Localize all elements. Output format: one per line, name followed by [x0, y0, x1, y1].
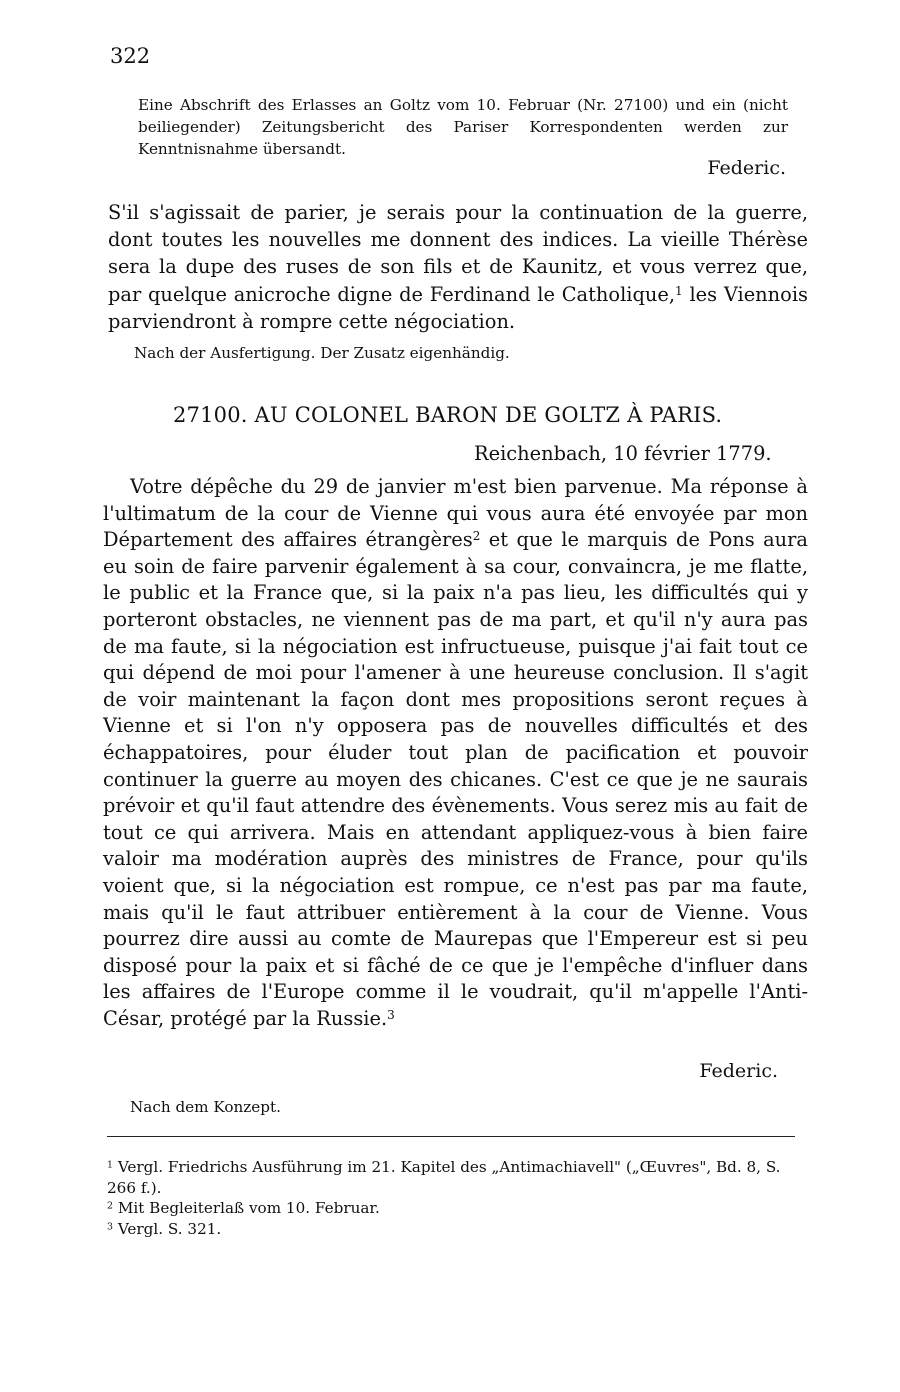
footnote-number: 2 [107, 1200, 113, 1212]
footnote-text: Mit Begleiterlaß vom 10. Februar. [117, 1199, 380, 1217]
footnote-marker-3: 3 [387, 1007, 395, 1022]
intro-note: Eine Abschrift des Erlasses an Goltz vom 10. Februar (Nr. 27100) und ein (nicht beiliegender) Zeitungsbericht des Pariser Korrespondenten werden zur Kenntnisnahme übersandt. [138, 96, 788, 158]
footnote-text: Vergl. S. 321. [117, 1219, 222, 1238]
signature-first: Federic. [707, 157, 786, 179]
source-note-first: Nach der Ausfertigung. Der Zusatz eigenhändig. [134, 344, 510, 362]
footnote-marker-1: 1 [675, 283, 683, 298]
addendum-text-after: les Viennois parviendront à rompre cette négociation. [108, 282, 808, 333]
addendum-text-before: S'il s'agissait de parier, je serais pour la continuation de la guerre, dont toutes les nouvelles me donnent des indices. La vieille Thérèse sera la dupe des ruses de son fils et de Kaunitz, et vous verrez que, par quelque anicroche digne de Ferdinand le Catholique, [108, 201, 808, 306]
autograph-addendum [108, 199, 808, 335]
dateline: Reichenbach, 10 février 1779. [474, 442, 772, 465]
footnote-marker-2: 2 [472, 529, 481, 544]
footnote-item [107, 1157, 807, 1198]
footnote-text: Vergl. Friedrichs Ausführung im 21. Kapitel des „Antimachiavell" („Œuvres", Bd. 8, S. 266 f.). [107, 1158, 781, 1197]
letter-paragraph [103, 474, 808, 1032]
letter-text-part1: Votre dépêche du 29 de janvier m'est bien parvenue. Ma réponse à l'ultimatum de la cour de Vienne qui vous aura été envoyée par mon Département des affaires étrangères [103, 475, 808, 552]
page-number: 322 [110, 44, 151, 68]
source-note-second: Nach dem Konzept. [130, 1098, 281, 1116]
footnotes [107, 1157, 807, 1239]
letter-body [103, 474, 808, 1032]
footnote-separator [107, 1136, 795, 1137]
signature-second: Federic. [699, 1060, 778, 1082]
footnote-item [107, 1219, 807, 1240]
footnote-item [107, 1198, 807, 1219]
footnote-number: 3 [107, 1220, 113, 1232]
letter-text-part2: et que le marquis de Pons aura eu soin de faire parvenir également à sa cour, convaincra, je me flatte, le public et la France que, si la paix n'a pas lieu, les difficultés qui y porteront obstacles, ne viennent pas de ma part, et qu'il n'y aura pas de ma faute, si la négociation est infructueuse, puisque j'ai fait tout ce qui dépend de moi pour l'amener à une heureuse conclusion. Il s'agit de voir maintenant la façon dont mes propositions seront reçues à Vienne et si l'on n'y opposera pas de nouvelles difficultés et des échappatoires, pour éluder tout plan de pacification et pouvoir continuer la guerre au moyen des chicanes. C'est ce que je ne saurais prévoir et qu'il faut attendre des évènements. Vous serez mis au fait de tout ce qui arrivera. Mais en attendant appliquez-vous à bien faire valoir ma modération auprès des ministres de France, pour qu'ils voient que, si la négociation est rompue, ce n'est pas par ma faute, mais qu'il le faut attribuer entièrement à la cour de Vienne. Vous pourrez dire aussi au comte de Maurepas que l'Empereur est si peu disposé pour la paix et si fâché de ce que je l'empêche d'influer dans les affaires de l'Europe comme il le voudrait, qu'il m'appelle l'Anti-César, protégé par la Russie. [103, 528, 808, 1030]
letter-heading: 27100. AU COLONEL BARON DE GOLTZ À PARIS. [173, 403, 723, 427]
footnote-number: 1 [107, 1159, 113, 1171]
